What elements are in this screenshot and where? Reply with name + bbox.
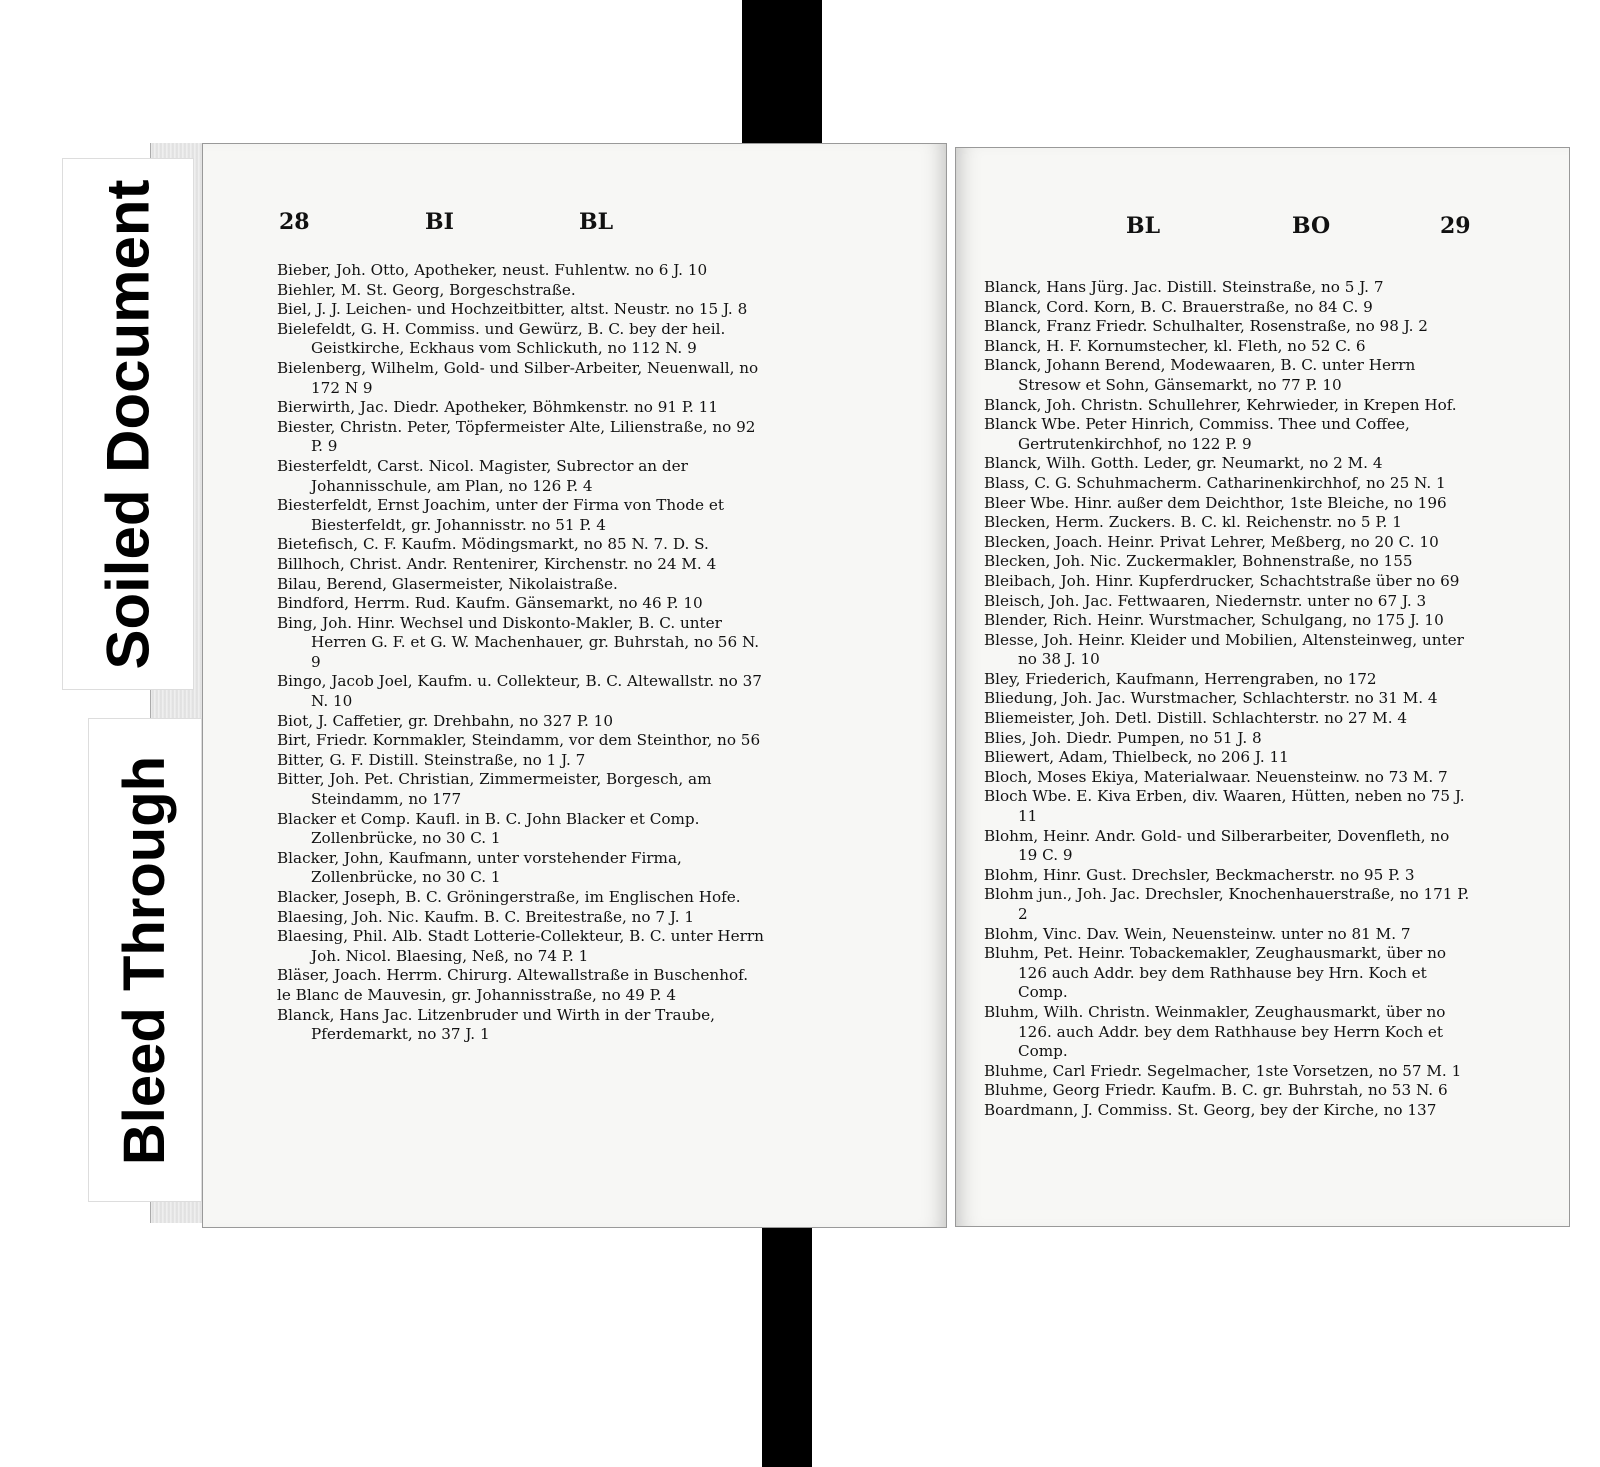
directory-entry: Blesse, Joh. Heinr. Kleider und Mobilien, Altensteinweg, unter no 38 J. 10: [984, 630, 1464, 669]
directory-entry: Blohm, Hinr. Gust. Drechsler, Beckmacherstr. no 95 P. 3: [984, 865, 1415, 884]
directory-entry: Blacker, Joseph, B. C. Gröningerstraße, im Englischen Hofe.: [277, 888, 741, 906]
directory-entry: Blanck, Wilh. Gotth. Leder, gr. Neumarkt, no 2 M. 4: [984, 454, 1383, 473]
directory-entry: Bietefisch, C. F. Kaufm. Mödingsmarkt, no 85 N. 7. D. S.: [277, 535, 709, 554]
spine-strip-bottom: [762, 1215, 812, 1467]
directory-entry: Biehler, M. St. Georg, Borgeschstraße.: [277, 280, 576, 299]
directory-entry: Blanck, Hans Jürg. Jac. Distill. Steinstraße, no 5 J. 7: [984, 278, 1384, 296]
directory-entry: Blanck, Franz Friedr. Schulhalter, Rosenstraße, no 98 J. 2: [984, 317, 1428, 336]
directory-entry: Bloch Wbe. E. Kiva Erben, div. Waaren, Hütten, neben no 75 J. 11: [984, 787, 1465, 826]
directory-entry: Boardmann, J. Commiss. St. Georg, bey der Kirche, no 137: [984, 1100, 1437, 1119]
left-page: [202, 143, 947, 1228]
directory-entry: Blies, Joh. Diedr. Pumpen, no 51 J. 8: [984, 728, 1262, 747]
soiled-document-label: [62, 158, 194, 690]
directory-entry: Biesterfeldt, Carst. Nicol. Magister, Subrector an der Johannisschule, am Plan, no 126 P. 4: [277, 456, 688, 495]
directory-entry: Birt, Friedr. Kornmakler, Steindamm, vor dem Steinthor, no 56: [277, 731, 761, 750]
directory-entry: Blaesing, Phil. Alb. Stadt Lotterie-Collekteur, B. C. unter Herrn Joh. Nicol. Blaesing, Neß, no 74 P. 1: [277, 927, 764, 965]
directory-entry: Blanck, Joh. Christn. Schullehrer, Kehrwieder, in Krepen Hof.: [984, 395, 1457, 414]
directory-entry: Bliemeister, Joh. Detl. Distill. Schlachterstr. no 27 M. 4: [984, 709, 1408, 728]
directory-entry: Bleibach, Joh. Hinr. Kupferdrucker, Schachtstraße über no 69: [984, 571, 1460, 590]
right-header-left: BL: [1126, 213, 1161, 239]
directory-entry: Blecken, Joh. Nic. Zuckermakler, Bohnenstraße, no 155: [984, 552, 1413, 571]
directory-entry: Blanck, Johann Berend, Modewaaren, B. C. unter Herrn Stresow et Sohn, Gänsemarkt, no 77 P. 10: [984, 356, 1416, 394]
directory-entry: Bing, Joh. Hinr. Wechsel und Diskonto-Makler, B. C. unter Herren G. F. et G. W. Machenhauer, gr. Buhrstah, no 56 N. 9: [277, 613, 760, 671]
directory-entry: Blanck, Cord. Korn, B. C. Brauerstraße, no 84 C. 9: [984, 297, 1373, 316]
directory-entry: Bitter, Joh. Pet. Christian, Zimmermeister, Borgesch, am Steindamm, no 177: [277, 770, 712, 809]
directory-entry: Bluhm, Pet. Heinr. Tobackemakler, Zeughausmarkt, über no 126 auch Addr. bey dem Rathhause bey Hrn. Koch et Comp.: [984, 944, 1446, 1002]
directory-entry: Bielenberg, Wilhelm, Gold- und Silber-Arbeiter, Neuenwall, no 172 N 9: [277, 358, 759, 397]
right-page-number: 29: [1440, 213, 1471, 239]
spine-strip-top: [742, 0, 822, 150]
left-header-right: BL: [579, 209, 614, 235]
directory-entry: Biesterfeldt, Ernst Joachim, unter der Firma von Thode et Biesterfeldt, gr. Johannisstr. no 51 P. 4: [277, 496, 724, 534]
left-header-center: BI: [425, 209, 454, 235]
right-entries-list: [984, 278, 1470, 1121]
directory-entry: Bley, Friederich, Kaufmann, Herrengraben, no 172: [984, 669, 1377, 688]
directory-entry: Bindford, Herrm. Rud. Kaufm. Gänsemarkt, no 46 P. 10: [277, 594, 703, 613]
directory-entry: Blanck Wbe. Peter Hinrich, Commiss. Thee und Coffee, Gertrutenkirchhof, no 122 P. 9: [984, 415, 1410, 453]
directory-entry: Biester, Christn. Peter, Töpfermeister Alte, Lilienstraße, no 92 P. 9: [277, 417, 756, 456]
directory-entry: Bluhme, Georg Friedr. Kaufm. B. C. gr. Buhrstah, no 53 N. 6: [984, 1081, 1448, 1100]
directory-entry: Bliewert, Adam, Thielbeck, no 206 J. 11: [984, 748, 1289, 767]
directory-entry: Bluhme, Carl Friedr. Segelmacher, 1ste Vorsetzen, no 57 M. 1: [984, 1061, 1462, 1080]
directory-entry: Blender, Rich. Heinr. Wurstmacher, Schulgang, no 175 J. 10: [984, 611, 1444, 630]
directory-entry: Bluhm, Wilh. Christn. Weinmakler, Zeughausmarkt, über no 126. auch Addr. bey dem Rathhause bey Herrn Koch et Comp.: [984, 1002, 1446, 1061]
directory-entry: Bingo, Jacob Joel, Kaufm. u. Collekteur, B. C. Altewallstr. no 37 N. 10: [277, 672, 762, 711]
directory-entry: Blohm, Vinc. Dav. Wein, Neuensteinw. unter no 81 M. 7: [984, 924, 1411, 943]
right-page: [955, 147, 1570, 1227]
directory-entry: Bläser, Joach. Herrm. Chirurg. Altewallstraße in Buschenhof.: [277, 966, 749, 985]
directory-entry: Bielefeldt, G. H. Commiss. und Gewürz, B. C. bey der heil. Geistkirche, Eckhaus vom Schlickuth, no 112 N. 9: [277, 319, 726, 358]
directory-entry: Bloch, Moses Ekiya, Materialwaar. Neuensteinw. no 73 M. 7: [984, 767, 1448, 786]
left-page-number: 28: [279, 209, 310, 235]
directory-entry: Blass, C. G. Schuhmacherm. Catharinenkirchhof, no 25 N. 1: [984, 473, 1446, 492]
soiled-document-text: Soiled Document: [94, 178, 162, 670]
directory-entry: Blaesing, Joh. Nic. Kaufm. B. C. Breitestraße, no 7 J. 1: [277, 907, 695, 926]
directory-entry: Bieber, Joh. Otto, Apotheker, neust. Fuhlentw. no 6 J. 10: [277, 261, 708, 279]
left-entries-list: [277, 261, 765, 1045]
directory-entry: Biel, J. J. Leichen- und Hochzeitbitter, altst. Neustr. no 15 J. 8: [277, 300, 748, 319]
directory-entry: Bliedung, Joh. Jac. Wurstmacher, Schlachterstr. no 31 M. 4: [984, 689, 1438, 708]
directory-entry: Blacker et Comp. Kaufl. in B. C. John Blacker et Comp. Zollenbrücke, no 30 C. 1: [277, 809, 700, 848]
directory-entry: Bleisch, Joh. Jac. Fettwaaren, Niedernstr. unter no 67 J. 3: [984, 591, 1427, 610]
bleed-through-label: [88, 718, 202, 1202]
directory-entry: Blohm, Heinr. Andr. Gold- und Silberarbeiter, Dovenfleth, no 19 C. 9: [984, 826, 1450, 865]
directory-entry: le Blanc de Mauvesin, gr. Johannisstraße, no 49 P. 4: [277, 985, 677, 1004]
directory-entry: Blacker, John, Kaufmann, unter vorstehender Firma, Zollenbrücke, no 30 C. 1: [277, 848, 682, 887]
directory-entry: Billhoch, Christ. Andr. Rentenirer, Kirchenstr. no 24 M. 4: [277, 554, 717, 573]
directory-entry: Bitter, G. F. Distill. Steinstraße, no 1 J. 7: [277, 750, 586, 769]
directory-entry: Bilau, Berend, Glasermeister, Nikolaistraße.: [277, 574, 618, 593]
directory-entry: Bierwirth, Jac. Diedr. Apotheker, Böhmkenstr. no 91 P. 11: [277, 398, 718, 417]
book: [150, 135, 1471, 1235]
bleed-through-text: Bleed Through: [112, 755, 178, 1165]
directory-entry: Blohm jun., Joh. Jac. Drechsler, Knochenhauerstraße, no 171 P. 2: [984, 885, 1470, 923]
directory-entry: Bleer Wbe. Hinr. außer dem Deichthor, 1ste Bleiche, no 196: [984, 493, 1447, 512]
directory-entry: Blanck, H. F. Kornumstecher, kl. Fleth, no 52 C. 6: [984, 336, 1366, 355]
directory-entry: Blecken, Herm. Zuckers. B. C. kl. Reichenstr. no 5 P. 1: [984, 513, 1402, 532]
right-header-center: BO: [1292, 213, 1331, 239]
directory-entry: Blecken, Joach. Heinr. Privat Lehrer, Meßberg, no 20 C. 10: [984, 532, 1439, 551]
directory-entry: Blanck, Hans Jac. Litzenbruder und Wirth in der Traube, Pferdemarkt, no 37 J. 1: [277, 1005, 715, 1044]
directory-entry: Biot, J. Caffetier, gr. Drehbahn, no 327 P. 10: [277, 711, 613, 730]
